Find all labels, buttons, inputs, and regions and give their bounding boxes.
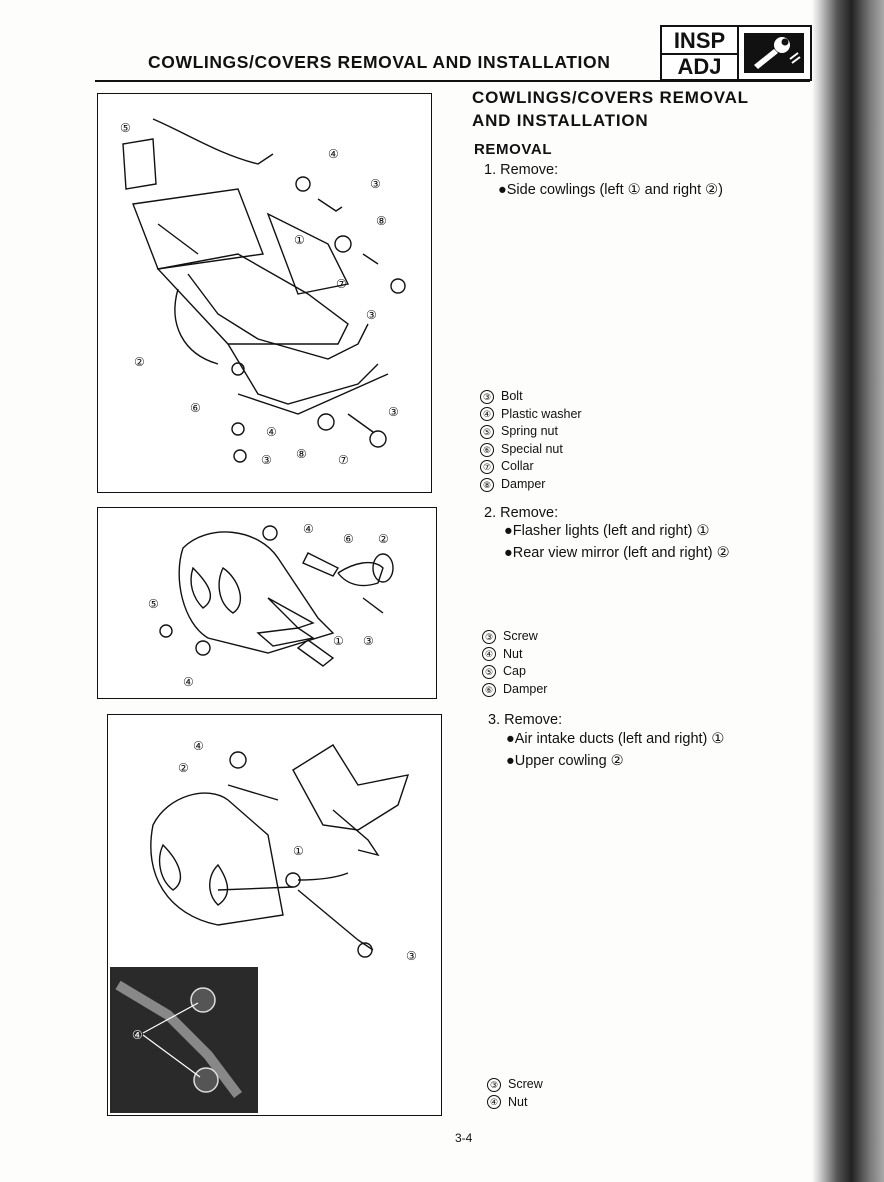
figure-flasher-mirror — [97, 507, 437, 699]
section-badge — [660, 25, 812, 81]
flasher-mirror-diagram — [98, 508, 436, 698]
fig2-callout-3: ③ — [363, 634, 374, 648]
step-2-bullet-2: ●Rear view mirror (left and right) ② — [504, 545, 730, 561]
page-number: 3-4 — [455, 1131, 473, 1145]
badge-adj: ADJ — [677, 54, 722, 79]
step-1-legend: ③ Bolt ④ Plastic washer ⑤ Spring nut ⑥ Special nut ⑦ Collar ⑧ Damper — [480, 388, 582, 494]
fig1-callout-8b: ⑧ — [296, 447, 307, 461]
step-2-bullet-1: ●Flasher lights (left and right) ① — [504, 523, 710, 539]
figure-side-cowlings — [97, 93, 432, 493]
fig3-photo-callout-4: ④ — [132, 1028, 143, 1042]
fig2-callout-6: ⑥ — [343, 532, 354, 546]
fig1-callout-3b: ③ — [366, 308, 377, 322]
step-3-bullet-2: ●Upper cowling ② — [506, 753, 624, 769]
step-2-legend: ③ Screw ④ Nut ⑤ Cap ⑥ Damper — [482, 628, 547, 698]
fig1-callout-6: ⑥ — [190, 401, 201, 415]
fig3-callout-2: ② — [178, 761, 189, 775]
section-title: COWLINGS/COVERS REMOVAL AND INSTALLATION — [472, 88, 749, 130]
header-title: COWLINGS/COVERS REMOVAL AND INSTALLATION — [148, 52, 611, 72]
fig3-callout-4: ④ — [193, 739, 204, 753]
fig2-callout-1: ① — [333, 634, 344, 648]
fig1-callout-3: ③ — [370, 177, 381, 191]
fig1-callout-5: ⑤ — [120, 121, 131, 135]
step-1-label: 1. Remove: — [484, 162, 559, 178]
fig2-callout-4b: ④ — [183, 675, 194, 689]
step-3-legend: ③ Screw ④ Nut — [487, 1076, 543, 1111]
wrench-icon — [744, 33, 804, 73]
fig2-callout-5: ⑤ — [148, 597, 159, 611]
fig1-callout-1: ① — [294, 233, 305, 247]
removal-subtitle: REMOVAL — [474, 141, 553, 158]
side-cowling-diagram — [98, 94, 431, 492]
fig1-callout-7b: ⑦ — [338, 453, 349, 467]
fig1-callout-3d: ③ — [261, 453, 272, 467]
fig1-callout-3c: ③ — [388, 405, 399, 419]
fig2-callout-2: ② — [378, 532, 389, 546]
fig1-callout-4: ④ — [328, 147, 339, 161]
fig1-callout-7: ⑦ — [336, 277, 347, 291]
fig1-callout-2: ② — [134, 355, 145, 369]
fig1-callout-4b: ④ — [266, 425, 277, 439]
fig2-callout-4: ④ — [303, 522, 314, 536]
upper-cowling-diagram — [108, 715, 441, 1115]
page-binding-edge — [812, 0, 884, 1182]
figure-upper-cowling — [107, 714, 442, 1116]
badge-insp: INSP — [662, 27, 737, 55]
fig1-callout-8: ⑧ — [376, 214, 387, 228]
step-3-bullet-1: ●Air intake ducts (left and right) ① — [506, 731, 725, 747]
step-1-bullet-1: ●Side cowlings (left ① and right ②) — [498, 182, 723, 198]
fig3-callout-3: ③ — [406, 949, 417, 963]
step-3-label: 3. Remove: — [488, 712, 563, 728]
step-2-label: 2. Remove: — [484, 505, 559, 521]
fig3-callout-1: ① — [293, 844, 304, 858]
